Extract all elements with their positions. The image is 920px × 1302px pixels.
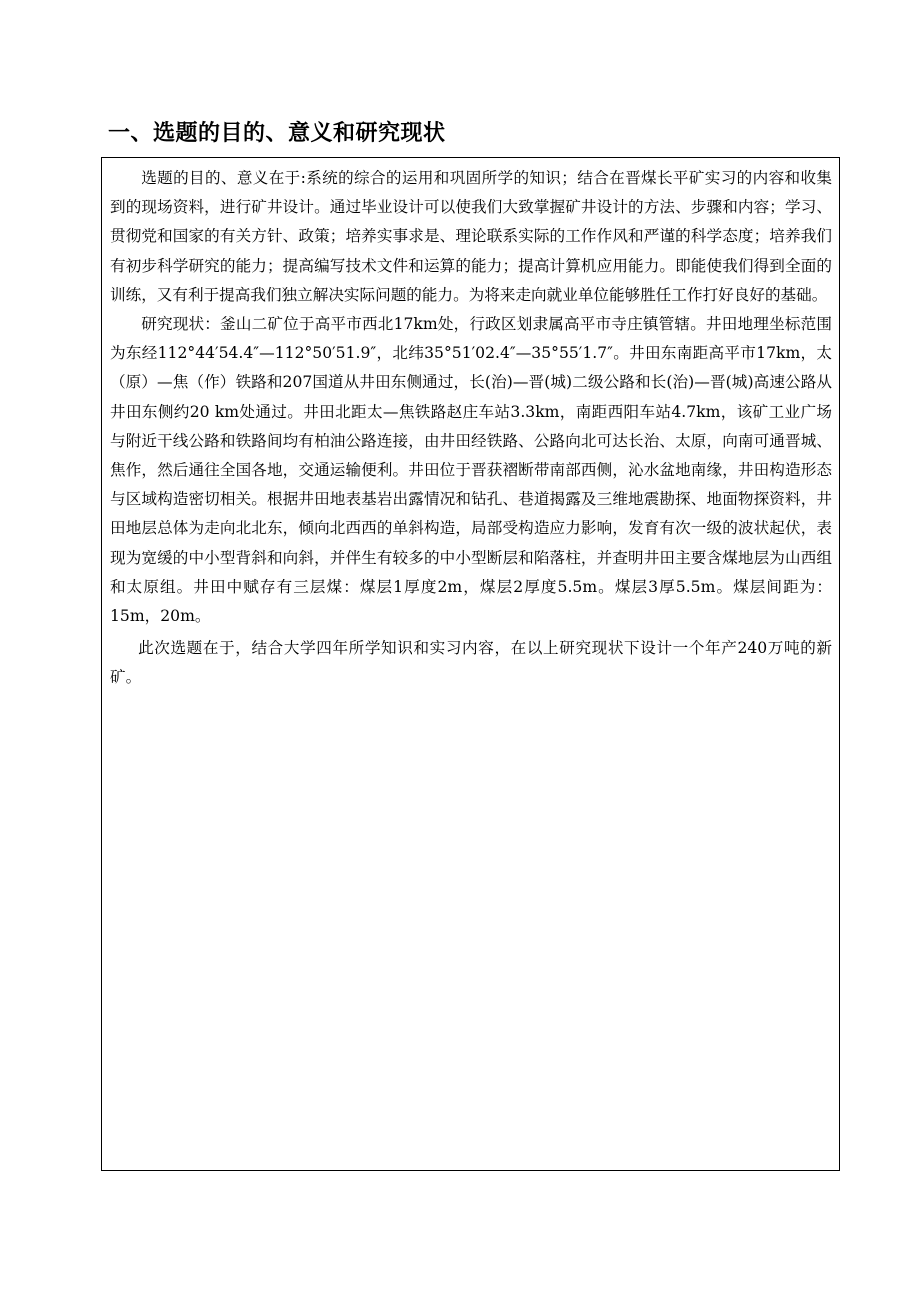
section-heading: 一、选题的目的、意义和研究现状 xyxy=(108,121,446,146)
research-status-paragraph: 研究现状：釜山二矿位于高平市西北17km处，行政区划隶属高平市寺庄镇管辖。井田地理坐标范围为东经112°44′54.4″—112°50′51.9″，北纬35°51′02.4″—35°55′1.7″。井田东南距高平市17km，太（原）—焦（作）铁路和207国道从井田东侧通过，长(治)—晋(城)二级公路和长(治)—晋(城)高速公路从井田东侧约20 km处通过。井田北距太—焦铁路赵庄车站3.3km，南距西阳车站4.7km，该矿工业广场与附近干线公路和铁路间均有柏油公路连接，由井田经铁路、公路向北可达长治、太原，向南可通晋城、焦作，然后通往全国各地，交通运输便利。井田位于晋获褶断带南部西侧，沁水盆地南缘，井田构造形态与区域构造密切相关。根据井田地表基岩出露情况和钻孔、巷道揭露及三维地震勘探、地面物探资料，井田地层总体为走向北北东，倾向北西西的单斜构造，局部受构造应力影响，发育有次一级的波状起伏，表现为宽缓的中小型背斜和向斜，并伴生有较多的中小型断层和陷落柱，并查明井田主要含煤地层为山西组和太原组。井田中赋存有三层煤：煤层1厚度2m，煤层2厚度5.5m。煤层3厚5.5m。煤层间距为：15m，20m。 xyxy=(110,315,832,626)
content-text xyxy=(110,164,832,693)
content-box xyxy=(101,157,840,1171)
conclusion-paragraph: 此次选题在于，结合大学四年所学知识和实习内容，在以上研究现状下设计一个年产240万吨的新矿。 xyxy=(110,639,832,687)
purpose-paragraph: 选题的目的、意义在于:系统的综合的运用和巩固所学的知识；结合在晋煤长平矿实习的内容和收集到的现场资料，进行矿井设计。通过毕业设计可以使我们大致掌握矿井设计的方法、步骤和内容；学习、贯彻党和国家的有关方针、政策；培养实事求是、理论联系实际的工作作风和严谨的科学态度；培养我们有初步科学研究的能力；提高编写技术文件和运算的能力；提高计算机应用能力。即能使我们得到全面的训练，又有利于提高我们独立解决实际问题的能力。为将来走向就业单位能够胜任工作打好良好的基础。 xyxy=(110,169,832,304)
